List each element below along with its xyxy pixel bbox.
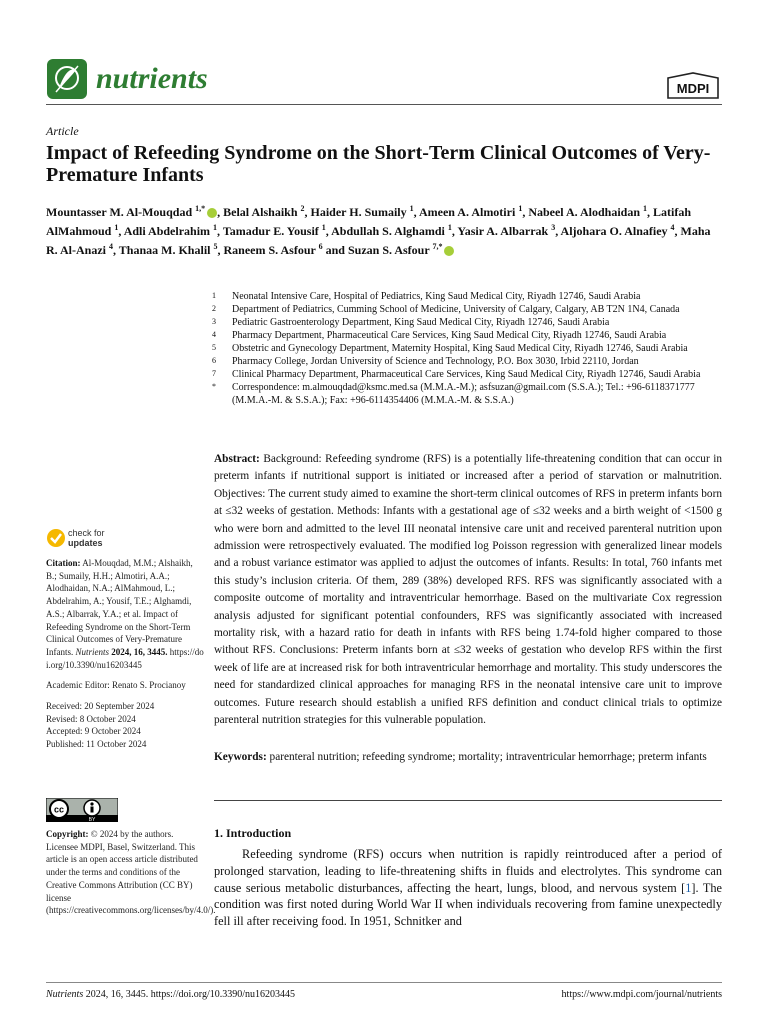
section-divider — [214, 800, 722, 801]
author-affiliation-marker: 1 — [643, 204, 648, 213]
affiliation-text: Pharmacy College, Jordan University of Science and Technology, P.O. Box 3030, Irbid 22110, Jordan — [232, 356, 639, 367]
affiliation-item — [212, 342, 732, 355]
citation-doi-link[interactable]: https://doi.org/10.3390/nu16203445 — [46, 646, 204, 670]
author-affiliation-marker: 1,* — [195, 204, 206, 213]
affiliation-item — [212, 381, 732, 407]
author-affiliation-marker: 2 — [300, 204, 305, 213]
sidebar-info — [46, 557, 204, 751]
affiliation-number: 6 — [212, 356, 216, 365]
affiliation-number: 7 — [212, 369, 216, 378]
citation: Citation: Al-Mouqdad, M.M.; Alshaikh, B.; Sumaily, H.H.; Almotiri, A.A.; Alodhaidan, N.A.; AlMahmoud, L.; Abdelrahim, A.; Yousif, T.E.; Alghamdi, A.S.; Albarrak, Y.A.; et al. Impact of Refeeding Syndrome on the Short-Term Clinical Outcomes of Very-Premature Infants. Nutrients 2024, 16, 3445. https://doi.org/10.3390/nu16203445 — [46, 558, 204, 670]
affiliation-item — [212, 368, 732, 381]
copyright-notice: Copyright: © 2024 by the authors. Licensee MDPI, Basel, Switzerland. This article is an open access article distributed under the terms and conditions of the Creative Commons Attribution (CC BY) license (https://creativecommons.org/licenses/by/4.0/). — [46, 829, 216, 916]
affiliation-item — [212, 303, 732, 316]
author-list: Mountasser M. Al-Mouqdad $^{1,*}$ , Belal Alshaikh $^2$, Haider H. Sumaily $^1$, Ameen A. Almotiri $^1$, Nabeel A. Alodhaidan $^1$, Latifah AlMahmoud $^1$, Adli Abdelrahim $^1$, Tamadur E. Yousif $^1$, Abdullah S. Alghamdi $^1$, Yasir A. Albarrak $^3$, Aljohara O. Alnafiey $^4$, Maha R. Al-Anazi $^4$, Thanaa M. Khalil $^5$, Raneem S. Asfour $^6$ and Suzan S. Asfour $^{7,*}$ — [46, 204, 711, 257]
author-name: Suzan S. Asfour $^{7,*}$ — [347, 242, 443, 257]
affiliation-item — [212, 329, 732, 342]
affiliation-item — [212, 355, 732, 368]
author-affiliation-marker: 1 — [447, 223, 452, 232]
check-for-updates-icon[interactable] — [46, 528, 66, 548]
affiliation-text: Neonatal Intensive Care, Hospital of Pediatrics, King Saud Medical City, Riyadh 12746, Saudi Arabia — [232, 291, 641, 302]
header-divider — [46, 104, 722, 105]
mdpi-logo — [664, 72, 722, 100]
author-name: Yasir A. Albarrak $^3$ — [457, 223, 556, 238]
received-date: Received: 20 September 2024 — [46, 701, 155, 712]
affiliation-text: Pediatric Gastroenterology Department, King Saud Medical City, Riyadh 12746, Saudi Arabia — [232, 317, 610, 328]
author-name: Ameen A. Almotiri $^1$ — [418, 204, 523, 219]
author-name: Haider H. Sumaily $^1$ — [310, 204, 414, 219]
author-name: Mountasser M. Al-Mouqdad $^{1,*}$ — [46, 204, 206, 219]
author-name: Maha R. Al-Anazi $^4$ — [46, 224, 711, 257]
nutrients-logo-icon — [46, 58, 88, 100]
author-affiliation-marker: 3 — [551, 223, 556, 232]
author-affiliation-marker: 4 — [670, 223, 675, 232]
footer-citation: Nutrients 2024, 16, 3445. https://doi.org/10.3390/nu16203445 — [46, 989, 296, 1000]
author-affiliation-marker: 1 — [409, 204, 414, 213]
affiliation-text: Correspondence: m.almouqdad@ksmc.med.sa (M.M.A.-M.); asfsuzan@gmail.com (S.S.A.); Tel.: +96-6118371777 (M.M.A.-M. & S.S.A.); Fax: +96-6114354406 (M.M.A.-M. & S.S.A.) — [232, 382, 695, 406]
affiliations — [212, 290, 732, 407]
affiliation-number: 2 — [212, 304, 216, 313]
affiliation-text: Obstetric and Gynecology Department, Maternity Hospital, King Saud Medical City, Riyadh 12746, Saudi Arabia — [232, 343, 688, 354]
footer-journal-url[interactable]: https://www.mdpi.com/journal/nutrients — [561, 989, 722, 1000]
svg-text:cc: cc — [53, 804, 65, 815]
keywords: Keywords: parenteral nutrition; refeeding syndrome; mortality; intraventricular hemorrhage; preterm infants — [214, 751, 707, 763]
reference-link[interactable]: 1 — [685, 880, 692, 895]
affiliation-text: Department of Pediatrics, Cumming School of Medicine, University of Calgary, Calgary, AB T2N 1N4, Canada — [232, 304, 680, 315]
footer-divider — [46, 982, 722, 983]
check-for-updates-label[interactable]: check for updates — [68, 528, 105, 548]
affiliation-number: 1 — [212, 291, 216, 300]
author-name: Belal Alshaikh $^2$ — [223, 204, 305, 219]
author-name: Raneem S. Asfour $^6$ — [223, 242, 323, 257]
author-affiliation-marker: 5 — [213, 242, 218, 251]
author-affiliation-marker: 1 — [213, 223, 218, 232]
author-affiliation-marker: 4 — [109, 242, 113, 251]
orcid-icon[interactable] — [207, 208, 217, 218]
orcid-icon[interactable] — [444, 246, 454, 256]
intro-paragraph: Refeeding syndrome (RFS) occurs when nutrition is rapidly reintroduced after a period of prolonged starvation, leading to life-threatening shifts in fluids and electrolytes. This syndrome can cause serious metabolic disturbances, affecting the heart, lungs, blood, and nervous system [1]. The condition was first noted during World War II when individuals recovering from famine unexpectedly fell ill after receiving food. In 1951, Schnitker and — [214, 847, 723, 929]
affiliation-number: * — [212, 382, 216, 391]
affiliation-number: 4 — [212, 330, 216, 339]
abstract: Abstract: Background: Refeeding syndrome (RFS) is a potentially life-threatening condition that can occur in preterm infants if nutritional support is initiated or increased after a period of starvation or malnutrition. Objectives: The current study aimed to examine the short-term clinical outcomes of RFS in preterm infants born at ≤32 weeks of gestation. Methods: Infants with a gestational age of ≤32 weeks and a birth weight of <1500 g who were born and admitted to the level III neonatal intensive care unit and received parenteral nutrition upon admission were retrospectively evaluated. The modified log Poisson regression with generalized linear models and a robust variance estimator was applied to adjust the outcomes of infants. Results: In total, 760 infants met this study’s inclusion criteria. Of them, 289 (38%) developed RFS. RFS was significantly associated with a composite outcome of mortality and intraventricular hemorrhage. Based on the multivariate Cox regression analysis adjusted for significant potential confounders, RFS was significantly associated with increased mortality risk, with a hazard ratio for death in infants with RFS being 1.74-fold higher compared to those without RFS. Conclusions: Preterm infants born at ≤32 weeks of gestation who develop RFS within the first week of life are at increased risk for both intraventricular hemorrhage and mortality. This study underscores the need for standardized clinical approaches for managing RFS in the neonatal intensive care unit to improve outcomes. Future research should establish a unified RFS definition and conduct clinical trials to optimize parenteral nutrition strategies for this vulnerable population. — [214, 453, 722, 727]
cc-by-license-icon[interactable] — [46, 798, 118, 822]
revised-date: Revised: 8 October 2024 — [46, 713, 136, 724]
affiliation-text: Pharmacy Department, Pharmaceutical Care Services, King Saud Medical City, Riyadh 12746, Saudi Arabia — [232, 330, 667, 341]
author-name: Tamadur E. Yousif $^1$ — [222, 223, 326, 238]
journal-name: nutrients — [96, 62, 208, 95]
academic-editor: Academic Editor: Renato S. Procianoy — [46, 680, 186, 691]
author-name: Thanaa M. Khalil $^5$ — [118, 242, 218, 257]
author-affiliation-marker: 7,* — [432, 242, 443, 251]
affiliation-number: 5 — [212, 343, 216, 352]
article-title: Impact of Refeeding Syndrome on the Short-Term Clinical Outcomes of Very-Premature Infants — [46, 142, 711, 186]
svg-text:BY: BY — [88, 817, 96, 822]
published-date: Published: 11 October 2024 — [46, 739, 147, 750]
affiliation-item — [212, 316, 732, 329]
affiliation-item — [212, 290, 732, 303]
affiliation-number: 3 — [212, 317, 216, 326]
accepted-date: Accepted: 9 October 2024 — [46, 726, 141, 737]
svg-text:MDPI: MDPI — [676, 81, 710, 96]
author-name: Latifah AlMahmoud $^1$ — [46, 205, 692, 238]
intro-heading: 1. Introduction — [214, 826, 292, 840]
author-name: Aljohara O. Alnafiey $^4$ — [560, 223, 675, 238]
author-affiliation-marker: 1 — [321, 223, 326, 232]
author-affiliation-marker: 1 — [114, 223, 119, 232]
author-affiliation-marker: 1 — [518, 204, 523, 213]
affiliation-text: Clinical Pharmacy Department, Pharmaceutical Care Services, King Saud Medical City, Riyadh 12746, Saudi Arabia — [232, 369, 701, 380]
article-type: Article — [46, 124, 79, 138]
author-name: Abdullah S. Alghamdi $^1$ — [331, 223, 452, 238]
author-affiliation-marker: 6 — [318, 242, 323, 251]
author-name: Nabeel A. Alodhaidan $^1$ — [528, 204, 648, 219]
author-name: Adli Abdelrahim $^1$ — [123, 223, 218, 238]
